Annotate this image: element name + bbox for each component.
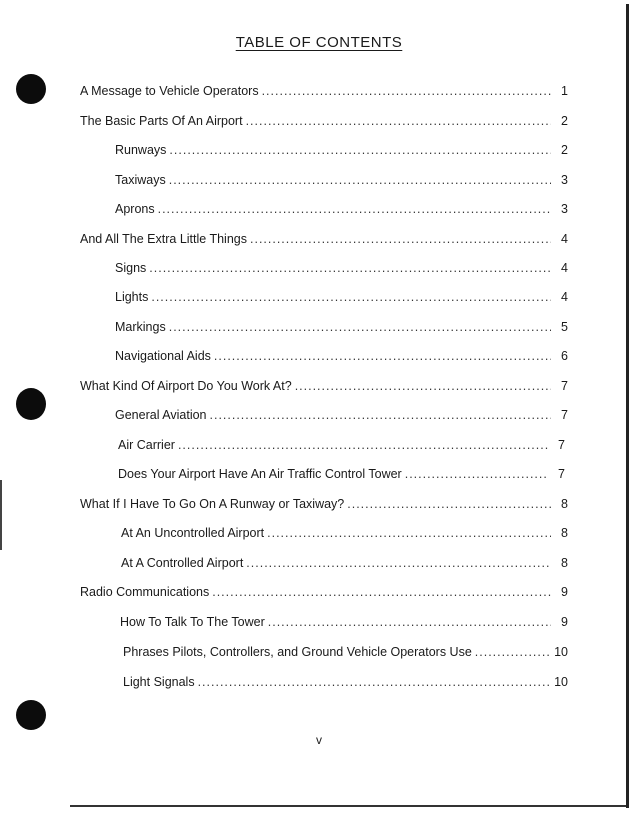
binder-hole-top [16,74,46,104]
toc-leader-dots [262,82,551,100]
toc-leader-dots [212,583,551,601]
page-left-edge-mark [0,480,2,550]
toc-leader-dots [169,141,551,159]
toc-leader-dots [169,171,551,189]
toc-entry [80,495,568,513]
toc-leader-dots [158,200,551,218]
toc-entry-page: 7 [561,408,568,422]
toc-entry-page: 9 [561,585,568,599]
toc-entry-label: And All The Extra Little Things [80,232,247,246]
toc-leader-dots [475,643,551,661]
toc-entry [120,613,568,631]
toc-leader-dots [250,230,551,248]
toc-entry-page: 4 [561,261,568,275]
toc-entry [115,318,568,336]
toc-leader-dots [246,554,551,572]
toc-entry-page: 7 [561,379,568,393]
toc-entry-page: 8 [561,556,568,570]
toc-entry-page: 2 [561,143,568,157]
toc-entry [80,583,568,601]
toc-entry [115,171,568,189]
toc-entry-page: 7 [558,438,565,452]
toc-entry [80,112,568,130]
toc-entry-page: 6 [561,349,568,363]
toc-entry-page: 7 [558,467,565,481]
toc-entry-page: 8 [561,497,568,511]
toc-leader-dots [151,288,551,306]
binder-hole-bottom [16,700,46,730]
toc-entry-label: Taxiways [115,173,166,187]
toc-leader-dots [149,259,551,277]
toc-entry [80,230,568,248]
toc-entry [80,377,568,395]
toc-leader-dots [295,377,551,395]
toc-leader-dots [268,613,551,631]
toc-entry [115,347,568,365]
toc-leader-dots [267,524,551,542]
toc-entry-label: At An Uncontrolled Airport [121,526,265,540]
toc-entry-label: What If I Have To Go On A Runway or Taxiway? [80,497,345,511]
toc-entry-label: At A Controlled Airport [121,556,244,570]
toc-entry-label: Aprons [115,202,155,216]
toc-entry-label: Light Signals [123,675,195,689]
toc-entry [115,141,568,159]
toc-entry-page: 9 [561,615,568,629]
toc-entry [118,436,565,454]
page-number-footer: v [316,733,322,747]
toc-leader-dots [169,318,551,336]
toc-entry-label: Navigational Aids [115,349,211,363]
toc-entry-label: A Message to Vehicle Operators [80,84,259,98]
toc-entry [118,465,565,483]
toc-entry-label: Does Your Airport Have An Air Traffic Control Tower [118,467,402,481]
toc-entry [115,200,568,218]
toc-entry-page: 4 [561,232,568,246]
binder-hole-middle [16,388,46,420]
toc-entry-label: Runways [115,143,167,157]
toc-entry-page: 8 [561,526,568,540]
toc-entry [115,406,568,424]
toc-entry-label: How To Talk To The Tower [120,615,265,629]
toc-entry-label: Phrases Pilots, Controllers, and Ground Vehicle Operators Use [123,645,472,659]
toc-entry [121,554,568,572]
toc-leader-dots [178,436,548,454]
toc-entry-page: 3 [561,173,568,187]
toc-entry-label: Markings [115,320,166,334]
page-bottom-edge [70,805,626,807]
toc-entry-label: Radio Communications [80,585,210,599]
toc-entry-label: General Aviation [115,408,207,422]
toc-entry-label: Air Carrier [118,438,175,452]
toc-entry-page: 10 [554,645,568,659]
toc-entry-page: 5 [561,320,568,334]
toc-entry-page: 2 [561,114,568,128]
toc-entry-label: What Kind Of Airport Do You Work At? [80,379,292,393]
toc-leader-dots [405,465,548,483]
toc-leader-dots [210,406,552,424]
toc-leader-dots [347,495,551,513]
toc-leader-dots [198,673,551,691]
toc-entry-label: Lights [115,290,149,304]
toc-entry [80,82,568,100]
page-right-edge [626,4,629,808]
page-title: TABLE OF CONTENTS [235,34,403,51]
toc-entry [123,643,568,661]
toc-entry [115,288,568,306]
toc-entry [123,673,568,691]
toc-entry-page: 10 [554,675,568,689]
toc-entry-label: The Basic Parts Of An Airport [80,114,243,128]
toc-leader-dots [246,112,551,130]
toc-leader-dots [214,347,551,365]
toc-entry [121,524,568,542]
toc-entry-page: 4 [561,290,568,304]
toc-entry-page: 3 [561,202,568,216]
toc-entry-page: 1 [561,84,568,98]
toc-entry [115,259,568,277]
toc-entry-label: Signs [115,261,147,275]
